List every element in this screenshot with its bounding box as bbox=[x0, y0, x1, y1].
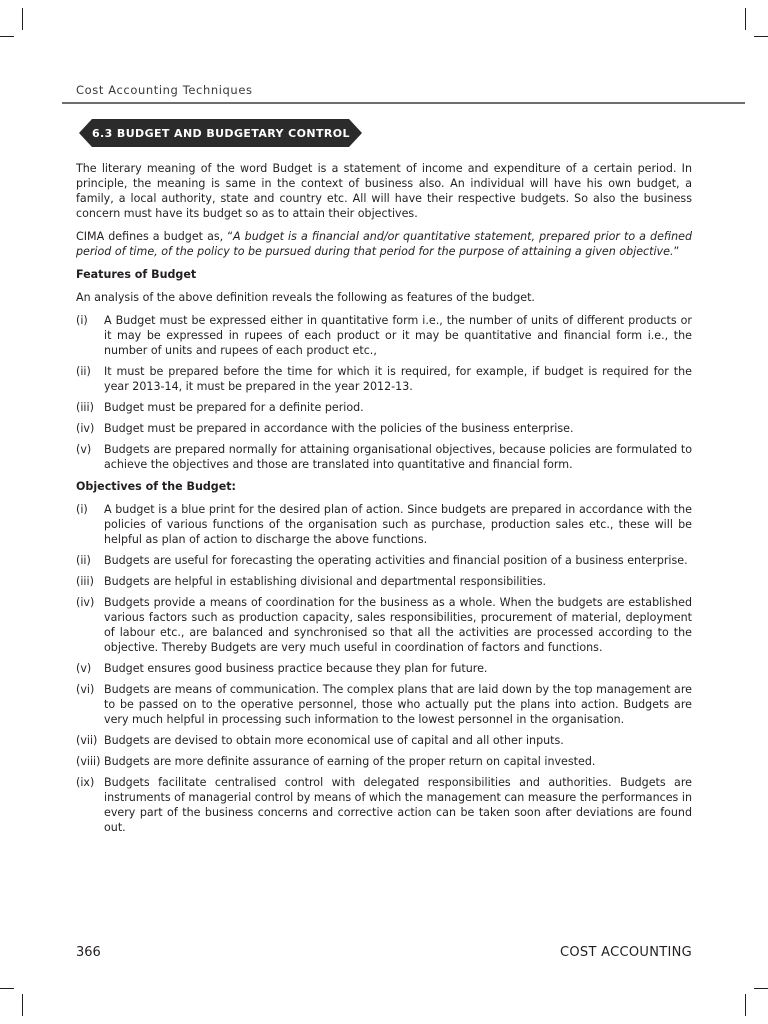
book-title: COST ACCOUNTING bbox=[560, 945, 692, 960]
list-item bbox=[76, 733, 692, 748]
list-item bbox=[76, 313, 692, 358]
list-item bbox=[76, 442, 692, 472]
item-text: Budgets are helpful in establishing divisional and departmental responsibilities. bbox=[104, 575, 547, 588]
features-heading: Features of Budget bbox=[76, 268, 197, 281]
item-text: Budgets are useful for forecasting the operating activities and financial position of a business enterprise. bbox=[104, 554, 688, 567]
item-text: Budget ensures good business practice because they plan for future. bbox=[104, 662, 488, 675]
cima-close: ” bbox=[673, 245, 680, 258]
section-banner bbox=[79, 119, 362, 147]
item-number: (iv) bbox=[76, 596, 95, 609]
list-item bbox=[76, 421, 692, 436]
item-text: Budget must be prepared for a definite period. bbox=[104, 401, 364, 414]
item-number: (v) bbox=[76, 662, 92, 675]
item-number: (v) bbox=[76, 443, 92, 456]
crop-mark bbox=[0, 988, 14, 989]
list-item bbox=[76, 364, 692, 394]
item-text: Budgets facilitate centralised control with delegated responsibilities and authorities. Budgets are instruments of managerial control by means of which the management can measure the performances in every part of the business concerns and corrective action can be taken soon after deviations are found out. bbox=[104, 776, 692, 834]
item-number: (ii) bbox=[76, 554, 91, 567]
section-title: 6.3 BUDGET AND BUDGETARY CONTROL bbox=[92, 126, 350, 140]
item-number: (i) bbox=[76, 503, 88, 516]
item-number: (viii) bbox=[76, 755, 101, 768]
item-text: Budgets are more definite assurance of earning of the proper return on capital invested. bbox=[104, 755, 596, 768]
item-text: It must be prepared before the time for which it is required, for example, if budget is required for the year 2013-14, it must be prepared in the year 2012-13. bbox=[104, 365, 692, 393]
page-number: 366 bbox=[76, 945, 101, 960]
crop-mark bbox=[22, 994, 23, 1016]
objectives-heading: Objectives of the Budget: bbox=[76, 480, 236, 493]
item-number: (iv) bbox=[76, 422, 95, 435]
list-item bbox=[76, 775, 692, 835]
crop-mark bbox=[754, 988, 768, 989]
crop-mark bbox=[22, 8, 23, 30]
header-rule bbox=[62, 102, 745, 104]
list-item bbox=[76, 574, 692, 589]
item-number: (vii) bbox=[76, 734, 98, 747]
list-item bbox=[76, 400, 692, 415]
objectives-list bbox=[76, 502, 692, 835]
list-item bbox=[76, 502, 692, 547]
item-text: Budget must be prepared in accordance with the policies of the business enterprise. bbox=[104, 422, 574, 435]
item-text: Budgets are means of communication. The complex plans that are laid down by the top management are to be passed on to the operative personnel, those who actually put the plans into action. Budgets are very much helpful in processing such information to the lowest personnel in the organisation. bbox=[104, 683, 692, 726]
cima-lead: CIMA defines a budget as, “ bbox=[76, 230, 233, 243]
intro-paragraph: The literary meaning of the word Budget is a statement of income and expenditure of a certain period. In principle, the meaning is same in the context of business also. An individual will have his own budget, a family, a local authority, state and country etc. All will have their respective budgets. So also the business concern must have its budget so as to attain their objectives. bbox=[76, 162, 692, 220]
crop-mark bbox=[754, 36, 768, 37]
item-text: A budget is a blue print for the desired plan of action. Since budgets are prepared in accordance with the policies of various functions of the organisation such as purchase, production sales etc., these will be helpful as plan of action to discharge the above functions. bbox=[104, 503, 692, 546]
list-item bbox=[76, 682, 692, 727]
list-item bbox=[76, 661, 692, 676]
item-number: (ix) bbox=[76, 776, 95, 789]
item-number: (ii) bbox=[76, 365, 91, 378]
cima-quote: A budget is a financial and/or quantitative statement, prepared prior to a defined period of time, of the policy to be pursued during that period for the purpose of attaining a given objective. bbox=[76, 230, 692, 258]
features-intro: An analysis of the above definition reveals the following as features of the budget. bbox=[76, 291, 535, 304]
cima-definition bbox=[76, 229, 692, 259]
list-item bbox=[76, 595, 692, 655]
item-number: (i) bbox=[76, 314, 88, 327]
running-head: Cost Accounting Techniques bbox=[76, 83, 253, 97]
crop-mark bbox=[745, 994, 746, 1016]
item-number: (iii) bbox=[76, 575, 94, 588]
item-text: A Budget must be expressed either in quantitative form i.e., the number of units of different products or it may be expressed in rupees of each product or it may be quantitative and financial form i.e., the number of units and rupees of each product etc., bbox=[104, 314, 692, 357]
features-list bbox=[76, 313, 692, 472]
list-item bbox=[76, 553, 692, 568]
item-number: (iii) bbox=[76, 401, 94, 414]
crop-mark bbox=[0, 36, 14, 37]
item-text: Budgets provide a means of coordination for the business as a whole. When the budgets are established various factors such as production capacity, sales responsibilities, procurement of material, deployment of labour etc., are balanced and synchronised so that all the activities are processed according to the objective. Thereby Budgets are very much useful in coordination of factors and functions. bbox=[104, 596, 692, 654]
page-body bbox=[76, 161, 692, 842]
item-number: (vi) bbox=[76, 683, 95, 696]
list-item bbox=[76, 754, 692, 769]
item-text: Budgets are prepared normally for attaining organisational objectives, because policies are formulated to achieve the objectives and those are translated into quantitative and financial form. bbox=[104, 443, 692, 471]
crop-mark bbox=[745, 8, 746, 30]
item-text: Budgets are devised to obtain more economical use of capital and all other inputs. bbox=[104, 734, 564, 747]
